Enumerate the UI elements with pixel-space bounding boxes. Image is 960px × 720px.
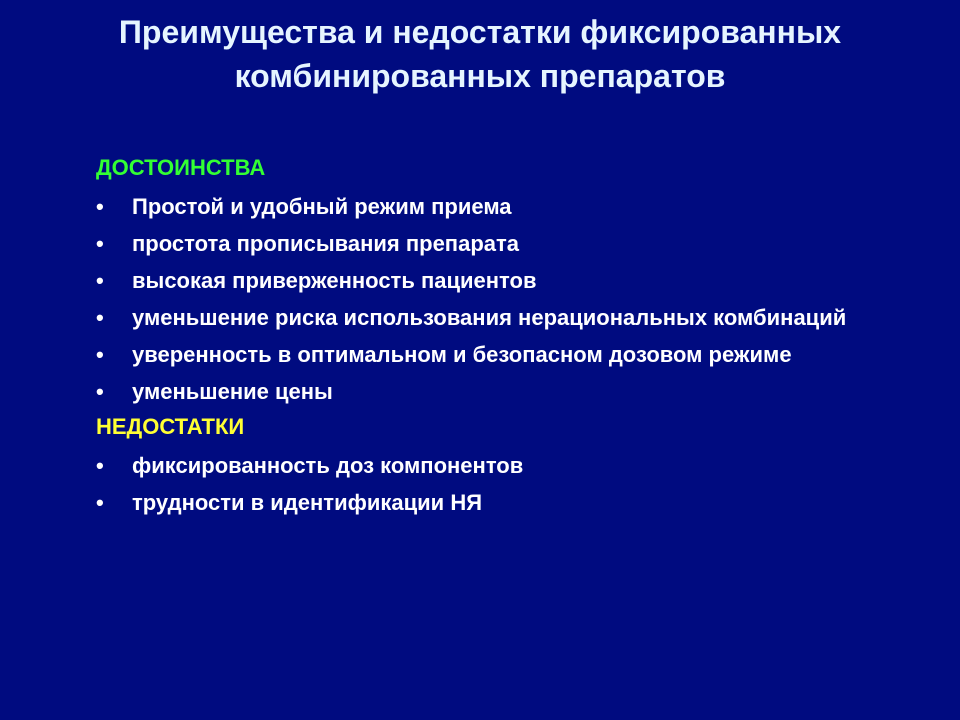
slide-title [0,10,960,98]
cons-section [96,413,896,519]
list-item-text: уменьшение риска использования нерациональных комбинаций [132,305,847,330]
list-item-text: трудности в идентификации НЯ [132,490,483,515]
list-item [96,450,896,482]
bullet-icon: • [96,379,104,404]
bullet-icon: • [96,194,104,219]
bullet-icon: • [96,231,104,256]
list-item [96,487,896,519]
bullet-icon: • [96,342,104,367]
bullet-icon: • [96,490,104,515]
list-item [96,191,896,223]
cons-list [96,450,896,519]
cons-heading: НЕДОСТАТКИ [96,414,245,439]
list-item-text: простота прописывания препарата [132,231,520,256]
list-item [96,376,896,408]
pros-heading: ДОСТОИНСТВА [96,155,266,180]
title-line-1: Преимущества и недостатки фиксированных [118,14,842,50]
list-item-text: уменьшение цены [132,379,333,404]
bullet-icon: • [96,453,104,478]
list-item-text: фиксированность доз компонентов [132,453,524,478]
bullet-icon: • [96,305,104,330]
list-item [96,339,896,371]
pros-section [96,154,896,408]
list-item-text: уверенность в оптимальном и безопасном дозовом режиме [132,342,792,367]
title-line-2: комбинированных препаратов [234,58,726,94]
pros-list [96,191,896,408]
list-item [96,265,896,297]
list-item-text: высокая приверженность пациентов [132,268,537,293]
slide-content [96,150,896,524]
list-item-text: Простой и удобный режим приема [132,194,512,219]
list-item [96,302,896,334]
list-item [96,228,896,260]
bullet-icon: • [96,268,104,293]
